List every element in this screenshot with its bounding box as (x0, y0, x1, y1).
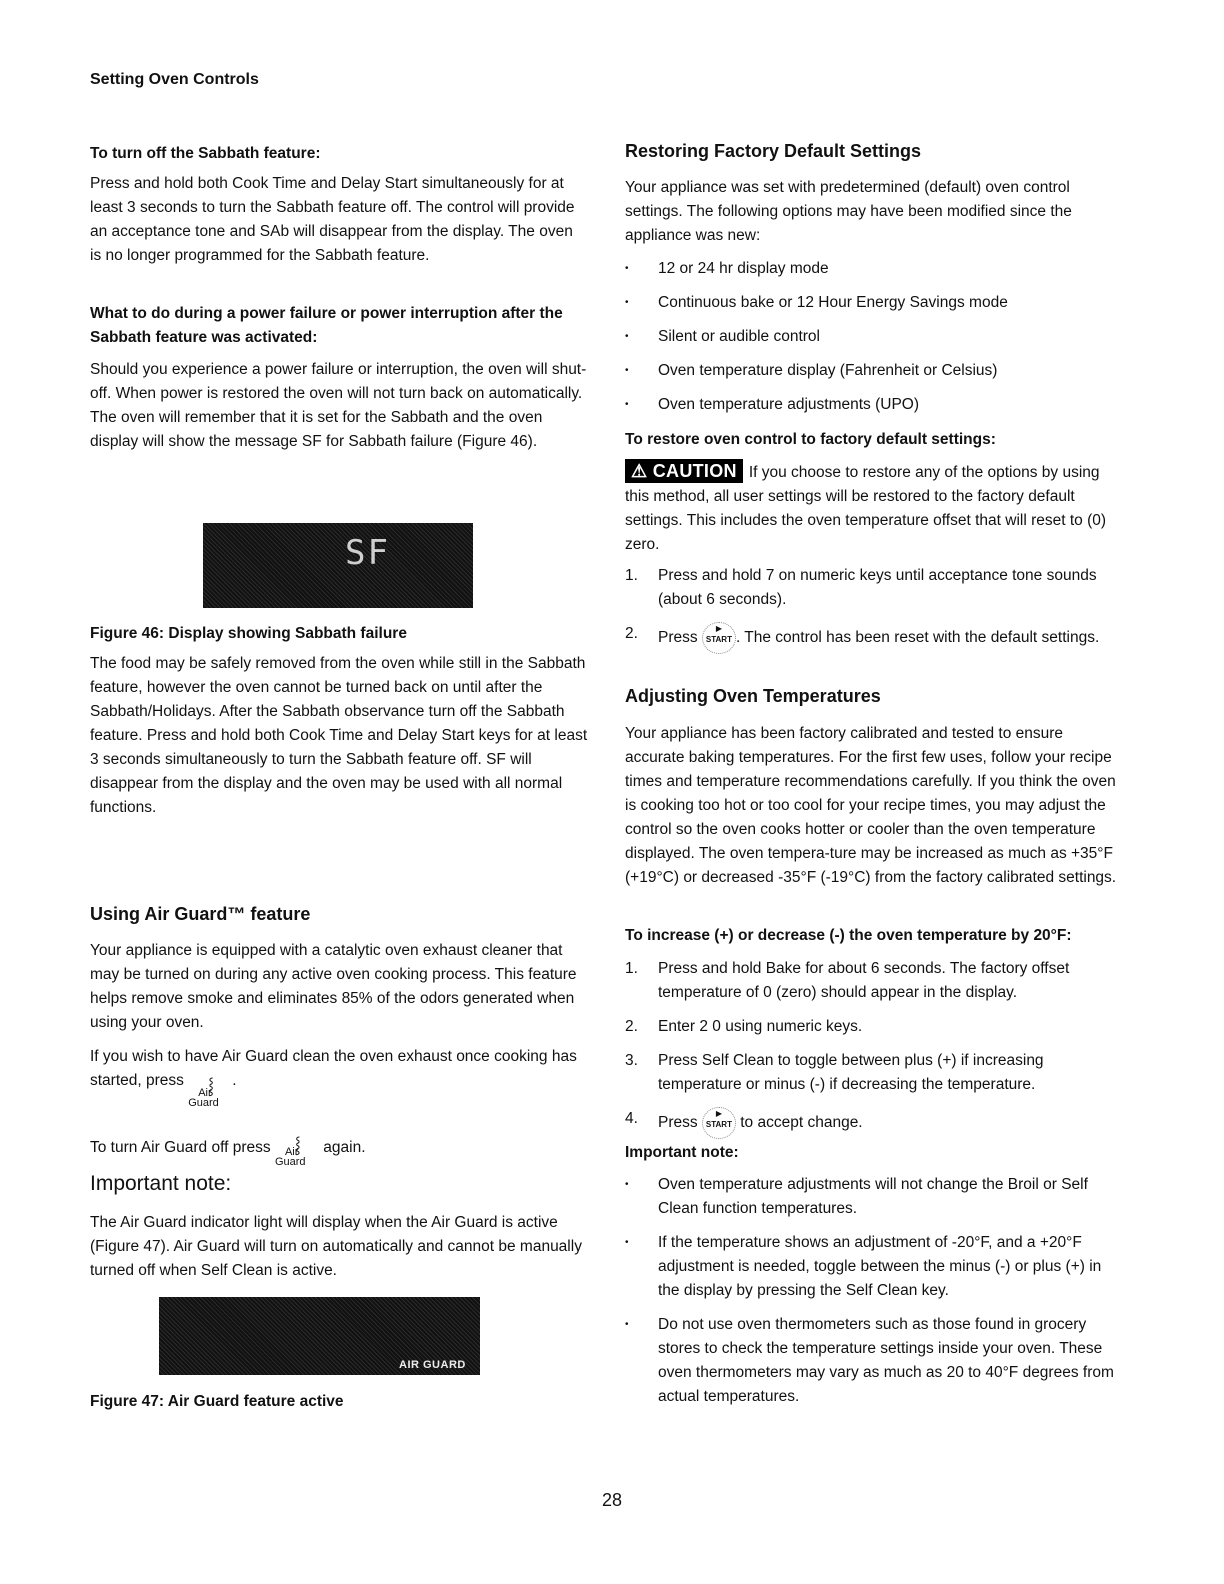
caution-badge: ⚠ CAUTION (625, 459, 743, 483)
airguard-off-text: To turn Air Guard off press (90, 1139, 271, 1156)
air-icon-line1: Air (284, 1146, 299, 1158)
list-item: • Oven temperature adjustments will not change the Broil or Self Clean function temperatures. (625, 1176, 1088, 1217)
sabbath-off-heading: To turn off the Sabbath feature: (90, 145, 321, 162)
start-button-icon[interactable]: ▶ START (702, 622, 736, 654)
list-item: 4. Press ▶ START to accept change. (625, 1107, 1125, 1139)
airguard-text: Your appliance is equipped with a catalytic oven exhaust cleaner that may be turned on during any active oven cooking process. This feature helps remove smoke and eliminates 85% of the odors generated when using your oven. (90, 942, 577, 1031)
display-sf-text: SF (345, 533, 390, 573)
airguard-on-end: . (232, 1072, 237, 1089)
airguard-on-text: If you wish to have Air Guard clean the oven exhaust once cooking has started, press (90, 1048, 577, 1089)
air-guard-symbol-icon: ⸾ (294, 1137, 301, 1154)
airguard-off-paragraph (90, 1136, 588, 1172)
important-bullet-list (625, 1173, 1125, 1409)
adjust-steps-list (625, 957, 1125, 1139)
restore-text: Your appliance was set with predetermined (default) oven control settings. The following options may have been modified since the appliance was new: (625, 179, 1072, 244)
list-item: • 12 or 24 hr display mode (625, 260, 829, 277)
power-failure-heading: What to do during a power failure or power interruption after the Sabbath feature was activated: (90, 305, 563, 346)
restore-subheading: To restore oven control to factory default settings: (625, 431, 996, 448)
power-failure-text: Should you experience a power failure or interruption, the oven will shut-off. When power is restored the oven will not turn back on automatically. The oven will remember that it is set for the Sabbath and the oven display will show the message SF for Sabbath failure (Figure 46). (90, 361, 587, 450)
restore-steps-list (625, 564, 1125, 654)
airguard-heading: Using Air Guard™ feature (90, 904, 311, 924)
list-item: 3. Press Self Clean to toggle between plus (+) if increasing temperature or minus (-) if decreasing the temperature. (625, 1052, 1044, 1093)
adjust-heading: Adjusting Oven Temperatures (625, 686, 881, 706)
list-item: • Oven temperature adjustments (UPO) (625, 396, 920, 413)
list-item: • Do not use oven thermometers such as those found in grocery stores to check the temperature settings inside your oven. These oven thermometers may vary as much as 20 to 40°F degrees from actual temperatures. (625, 1316, 1114, 1405)
air-icon-line2: Guard (188, 1097, 219, 1109)
air-icon-line1: Air (198, 1087, 212, 1099)
air-guard-icon[interactable] (275, 1136, 319, 1172)
page-number: 28 (601, 1490, 623, 1510)
air-guard-symbol-icon: ⸾ (208, 1078, 214, 1095)
air-guard-display (159, 1297, 480, 1375)
sabbath-failure-display (203, 523, 473, 608)
figure-47-caption: Figure 47: Air Guard feature active (90, 1393, 344, 1410)
caution-text: If you choose to restore any of the options by using this method, all user settings will be restored to the factory default settings. This includes the oven temperature offset that will reset to (0) zero. (625, 464, 1107, 553)
figure-46-caption: Figure 46: Display showing Sabbath failure (90, 625, 407, 642)
left-column (90, 142, 588, 166)
list-item: 2. Press ▶ START . The control has been reset with the default settings. (625, 622, 1125, 654)
airguard-off-end: again. (323, 1139, 366, 1156)
restore-heading: Restoring Factory Default Settings (625, 141, 922, 161)
important-note-text: The Air Guard indicator light will display when the Air Guard is active (Figure 47). Air Guard will turn on automatically and cannot be manually turned off when Self Clean is active. (90, 1214, 582, 1279)
airguard-on-paragraph (90, 1045, 588, 1109)
food-text: The food may be safely removed from the oven while still in the Sabbath feature, however the oven cannot be turned back on until after the Sabbath/Holidays. After the Sabbath observance turn off the Sabbath feature. Press and hold both Cook Time and Delay Start keys for at least 3 seconds simultaneously to turn the Sabbath feature off. SF will disappear from the display and the oven may be used with all normal functions. (90, 655, 588, 816)
adjust-subheading: To increase (+) or decrease (-) the oven temperature by 20°F: (625, 927, 1072, 944)
air-icon-line2: Guard (274, 1156, 306, 1168)
list-item: 1. Press and hold Bake for about 6 seconds. The factory offset temperature of 0 (zero) should appear in the display. (625, 960, 1070, 1001)
caution-paragraph (625, 459, 1125, 557)
restore-bullet-list (625, 257, 1125, 417)
list-item: • Oven temperature display (Fahrenheit or Celsius) (625, 362, 998, 379)
important-note-subheading: Important note: (625, 1144, 739, 1161)
important-note-heading: Important note: (90, 1172, 232, 1195)
list-item: • If the temperature shows an adjustment of -20°F, and a +20°F adjustment is needed, toggle between the minus (-) or plus (+) in the display by pressing the Self Clean key. (625, 1234, 1102, 1299)
list-item: • Silent or audible control (625, 328, 820, 345)
list-item: • Continuous bake or 12 Hour Energy Savings mode (625, 294, 1008, 311)
adjust-text: Your appliance has been factory calibrated and tested to ensure accurate baking temperatures. For the first few uses, follow your recipe times and temperature recommendations carefully. If you think the oven is cooking too hot or too cool for your recipe times, you may adjust the control so the oven cooks hotter or cooler than the oven temperature displayed. The oven tempera-ture may be increased as much as +35°F (+19°C) or decreased -35°F (-19°C) from the factory calibrated settings. (625, 725, 1117, 886)
page-header: Setting Oven Controls (90, 71, 259, 88)
display-air-guard-text: AIR GUARD (399, 1359, 466, 1371)
list-item: 2. Enter 2 0 using numeric keys. (625, 1018, 863, 1035)
air-guard-icon[interactable] (188, 1077, 232, 1113)
sabbath-off-text: Press and hold both Cook Time and Delay Start simultaneously for at least 3 seconds to turn the Sabbath feature off. The control will provide an acceptance tone and SAb will disappear from the display. The oven is no longer programmed for the Sabbath feature. (90, 175, 575, 264)
start-button-icon[interactable]: ▶ START (702, 1107, 736, 1139)
list-item: 1. Press and hold 7 on numeric keys until acceptance tone sounds (about 6 seconds). (625, 567, 1097, 608)
